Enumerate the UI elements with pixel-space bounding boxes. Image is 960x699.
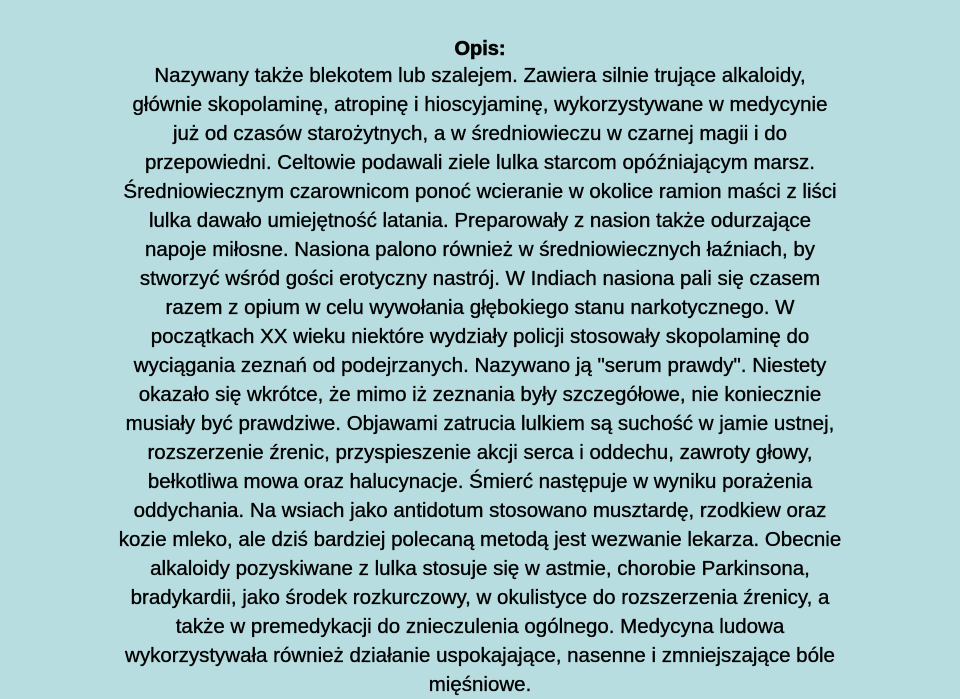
text-line: okazało się wkrótce, że mimo iż zeznania były szczegółowe, nie koniecznie <box>138 383 822 406</box>
text-line: także w premedykacji do znieczulenia ogólnego. Medycyna ludowa <box>175 615 785 638</box>
text-line: początkach XX wieku niektóre wydziały policji stosowały skopolaminę do <box>150 325 810 348</box>
text-line: wykorzystywała również działanie uspokajające, nasenne i zmniejszające bóle <box>125 644 835 667</box>
text-line: razem z opium w celu wywołania głębokiego stanu narkotycznego. W <box>165 296 795 319</box>
text-line: kozie mleko, ale dziś bardziej polecaną metodą jest wezwanie lekarza. Obecnie <box>118 528 842 551</box>
section-heading: Opis: <box>454 38 506 60</box>
text-line: bradykardii, jako środek rozkurczowy, w okulistyce do rozszerzenia źrenicy, a <box>130 586 830 609</box>
text-line: już od czasów starożytnych, a w średniowieczu w czarnej magii i do <box>172 122 788 145</box>
text-line: alkaloidy pozyskiwane z lulka stosuje się w astmie, chorobie Parkinsona, <box>150 557 810 580</box>
text-line: przepowiedni. Celtowie podawali ziele lulka starcom opóźniającym marsz. <box>145 151 815 174</box>
text-line: napoje miłosne. Nasiona palono również w średniowiecznych łaźniach, by <box>144 238 816 261</box>
text-line: lulka dawało umiejętność latania. Preparowały z nasion także odurzające <box>148 209 812 232</box>
text-line: rozszerzenie źrenic, przyspieszenie akcji serca i oddechu, zawroty głowy, <box>147 441 813 464</box>
text-line: głównie skopolaminę, atropinę i hioscyjaminę, wykorzystywane w medycynie <box>132 93 828 116</box>
text-line: Średniowiecznym czarownicom ponoć wcieranie w okolice ramion maści z liści <box>123 180 837 203</box>
text-line: Nazywany także blekotem lub szalejem. Zawiera silnie trujące alkaloidy, <box>154 64 806 87</box>
description-text <box>60 61 900 696</box>
text-line: bełkotliwa mowa oraz halucynacje. Śmierć następuje w wyniku porażenia <box>147 470 813 493</box>
text-line: oddychania. Na wsiach jako antidotum stosowano musztardę, rzodkiew oraz <box>133 499 827 522</box>
text-line: wyciągania zeznań od podejrzanych. Nazywano ją "serum prawdy". Niestety <box>133 354 827 377</box>
text-line: stworzyć wśród gości erotyczny nastrój. W Indiach nasiona pali się czasem <box>139 267 821 290</box>
text-line: musiały być prawdziwe. Objawami zatrucia lulkiem są suchość w jamie ustnej, <box>125 412 835 435</box>
text-line: mięśniowe. <box>428 673 532 696</box>
